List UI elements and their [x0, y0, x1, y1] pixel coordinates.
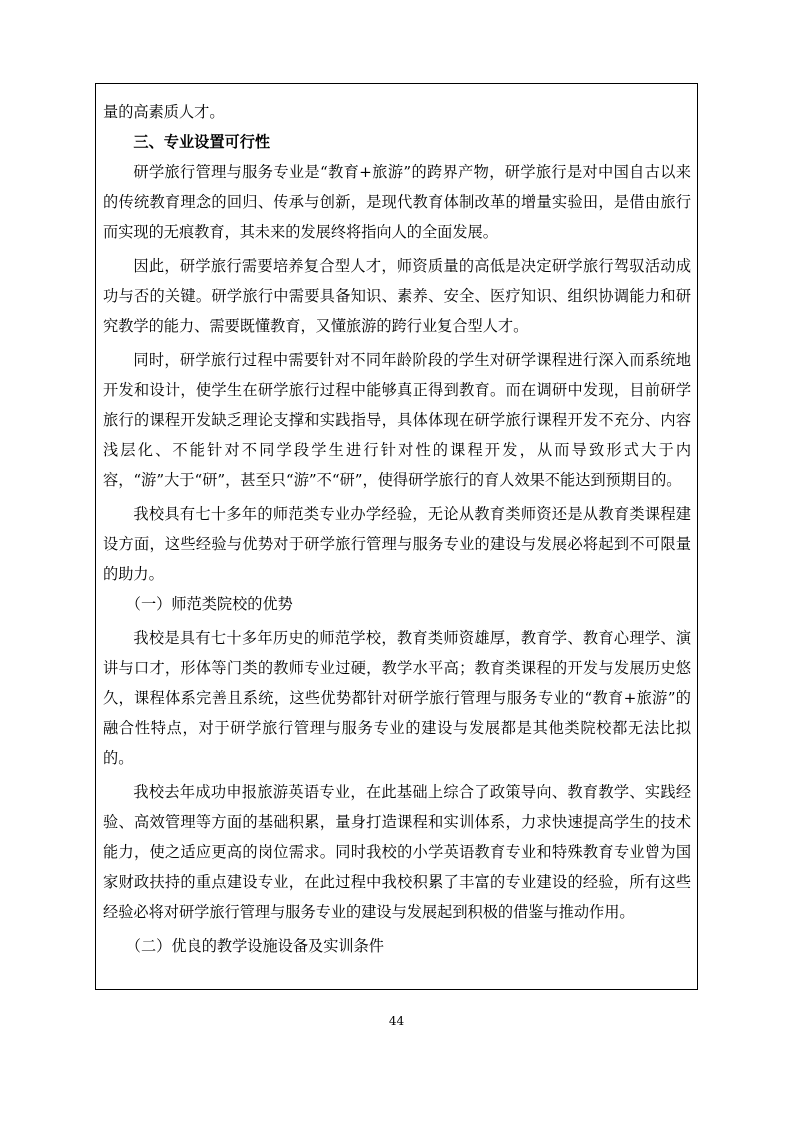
page-number: 44	[388, 1014, 405, 1028]
paragraph-5: 我校是具有七十多年历史的师范学校，教育类师资雄厚，教育学、教育心理学、演讲与口才，形体等门类的教师专业过硬，教学水平高；教育类课程的开发与发展历史悠久，课程体系完善且系统，这些优势都针对研学旅行管理与服务专业的“教育+旅游”的融合性特点，对于研学旅行管理与服务专业的建设与发展都是其他类院校都无法比拟的。	[103, 629, 691, 767]
subsection-2-title: （二）优良的教学设施设备及实训条件	[125, 937, 384, 955]
paragraph-6: 我校去年成功申报旅游英语专业，在此基础上综合了政策导向、教育教学、实践经验、高效管理等方面的基础积累，量身打造课程和实训体系，力求快速提高学生的技术能力，使之适应更高的岗位需求。同时我校的小学英语教育专业和特殊教育专业曾为国家财政扶持的重点建设专业，在此过程中我校积累了丰富的专业建设的经验，所有这些经验必将对研学旅行管理与服务专业的建设与发展起到积极的借鉴与推动作用。	[103, 783, 691, 921]
paragraph-4: 我校具有七十多年的师范类专业办学经验，无论从教育类师资还是从教育类课程建设方面，这些经验与优势对于研学旅行管理与服务专业的建设与发展必将起到不可限量的助力。	[103, 505, 691, 583]
document-body	[103, 97, 691, 961]
paragraph-1: 研学旅行管理与服务专业是“教育+旅游”的跨界产物，研学旅行是对中国自古以来的传统教育理念的回归、传承与创新，是现代教育体制改革的增量实验田，是借由旅行而实现的无痕教育，其未来的发展终将指向人的全面发展。	[103, 163, 691, 241]
intro-line: 量的高素质人才。	[103, 103, 225, 121]
paragraph-2: 因此，研学旅行需要培养复合型人才，师资质量的高低是决定研学旅行驾驭活动成功与否的关键。研学旅行中需要具备知识、素养、安全、医疗知识、组织协调能力和研究教学的能力、需要既懂教育，又懂旅游的跨行业复合型人才。	[103, 257, 691, 335]
subsection-1-title: （一）师范类院校的优势	[125, 595, 293, 613]
section-three-title: 三、专业设置可行性	[133, 133, 271, 151]
paragraph-3: 同时，研学旅行过程中需要针对不同年龄阶段的学生对研学课程进行深入而系统地开发和设计，使学生在研学旅行过程中能够真正得到教育。而在调研中发现，目前研学旅行的课程开发缺乏理论支撑和实践指导，具体体现在研学旅行课程开发不充分、内容浅层化、不能针对不同学段学生进行针对性的课程开发，从而导致形式大于内容，“游”大于“研”，甚至只“游”不“研”，使得研学旅行的育人效果不能达到预期目的。	[103, 351, 691, 489]
